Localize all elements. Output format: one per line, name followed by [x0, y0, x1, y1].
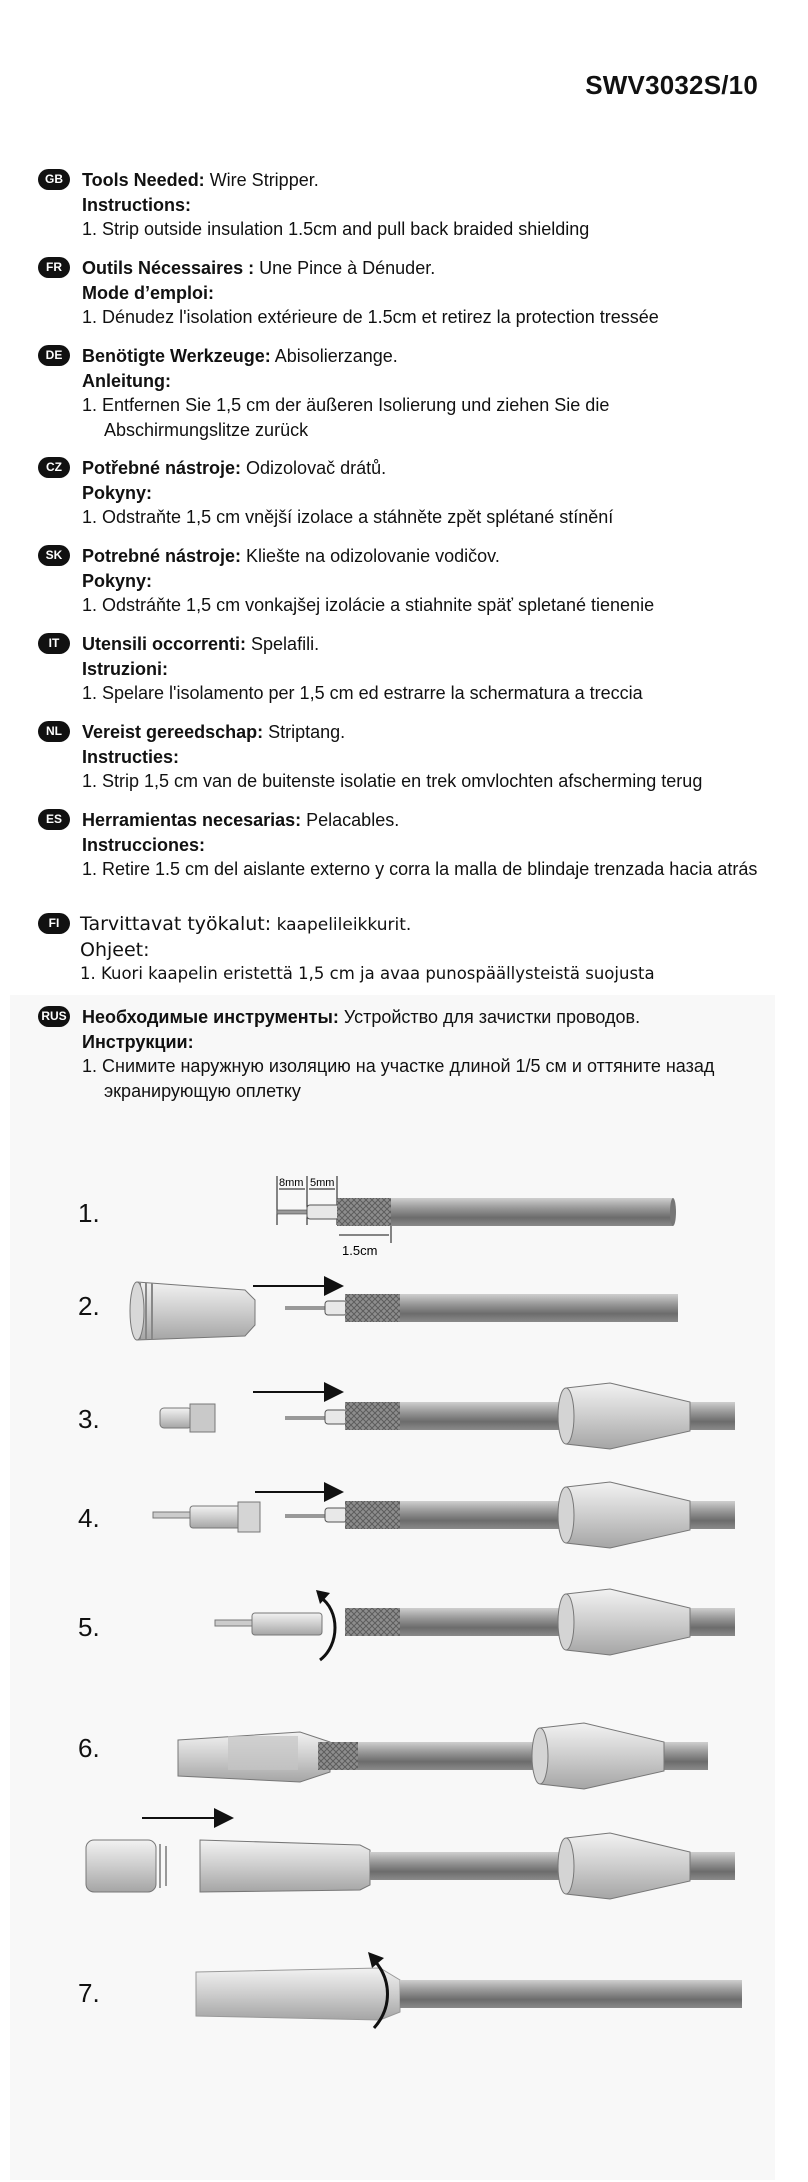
language-badge: DE: [38, 345, 70, 366]
step-number: 3.: [78, 1404, 100, 1434]
tools-value: Pelacables.: [301, 810, 400, 830]
diagram-step-2: [130, 1282, 678, 1340]
tools-label: Herramientas necesarias:: [82, 810, 302, 830]
diagram-step-3: [160, 1383, 735, 1449]
language-badge: GB: [38, 169, 70, 190]
instruction-step: 1. Odstraňte 1,5 cm vnější izolace a stáhněte zpět splétané stínění: [82, 507, 614, 527]
tools-label: Outils Nécessaires :: [82, 258, 255, 278]
tools-value: kaapelileikkurit.: [271, 915, 412, 935]
diagram-step-5: [215, 1589, 735, 1660]
instructions-label: Pokyny:: [82, 570, 153, 591]
instruction-step: 1. Spelare l'isolamento per 1,5 cm ed estrarre la schermatura a treccia: [82, 683, 643, 703]
language-badge: FI: [38, 913, 70, 934]
instruction-step: 1. Kuori kaapelin eristettä 1,5 cm ja avaa punospäällysteistä suojusta: [80, 964, 655, 983]
tools-label: Benötigte Werkzeuge:: [82, 346, 271, 366]
tools-label: Potřebné nástroje:: [82, 458, 242, 478]
tools-label: Tarvittavat työkalut:: [80, 913, 272, 935]
step-number: 4.: [78, 1503, 100, 1533]
language-badge: CZ: [38, 457, 70, 478]
tools-label: Utensili occorrenti:: [82, 634, 247, 654]
language-badge: RUS: [38, 1006, 70, 1027]
step-number: 2.: [78, 1291, 100, 1321]
diagram-step-6: [178, 1723, 708, 1789]
step-number: 7.: [78, 1978, 100, 2008]
instructions-label: Pokyny:: [82, 482, 153, 503]
step-number: 5.: [78, 1612, 100, 1642]
step-number: 1.: [78, 1198, 100, 1228]
tools-value: Striptang.: [263, 722, 346, 742]
tools-value: Kliešte na odizolovanie vodičov.: [241, 546, 500, 566]
instructions-label: Anleitung:: [82, 370, 171, 391]
tools-label: Необходимые инструменты:: [82, 1007, 339, 1027]
language-badge: SK: [38, 545, 70, 566]
diagram-step-1: [277, 1176, 676, 1258]
instruction-step: 1. Odstráňte 1,5 cm vonkajšej izolácie a stiahnite späť spletané tienenie: [82, 595, 655, 615]
instructions-label: Istruzioni:: [82, 658, 168, 679]
instruction-step: 1. Entfernen Sie 1,5 cm der äußeren Isolierung und ziehen Sie die Abschirmungslitze zurück: [82, 395, 610, 440]
instruction-step: 1. Dénudez l'isolation extérieure de 1.5cm et retirez la protection tressée: [82, 307, 659, 327]
instruction-step: 1. Strip 1,5 cm van de buitenste isolatie en trek omvlochten afscherming terug: [82, 771, 703, 791]
tools-label: Vereist gereedschap:: [82, 722, 264, 742]
instruction-step: 1. Strip outside insulation 1.5cm and pull back braided shielding: [82, 219, 590, 239]
instructions-label: Instructies:: [82, 746, 180, 767]
tools-value: Устройство для зачистки проводов.: [338, 1007, 641, 1027]
instructions-label: Instrucciones:: [82, 834, 206, 855]
model-number: SWV3032S/10: [585, 70, 758, 100]
diagram-step-4: [153, 1482, 735, 1548]
tools-value: Wire Stripper.: [204, 170, 319, 190]
language-badge: IT: [38, 633, 70, 654]
tools-value: Spelafili.: [246, 634, 320, 654]
tools-value: Abisolierzange.: [270, 346, 398, 366]
diagram-step-7: [196, 1952, 742, 2028]
instruction-step: 1. Retire 1.5 cm del aislante externo y corra la malla de blindaje trenzada hacia atrás: [82, 859, 758, 879]
tools-label: Potrebné nástroje:: [82, 546, 242, 566]
tools-value: Odizolovač drátů.: [241, 458, 387, 478]
tools-value: Une Pince à Dénuder.: [254, 258, 436, 278]
instructions-label: Ohjeet:: [80, 938, 150, 961]
step-number: 6.: [78, 1733, 100, 1763]
language-badge: FR: [38, 257, 70, 278]
diagram-step-6b: [86, 1818, 735, 1899]
tools-label: Tools Needed:: [82, 170, 205, 190]
instructions-label: Mode d’emploi:: [82, 282, 214, 303]
language-badge: ES: [38, 809, 70, 830]
instructions-label: Instructions:: [82, 194, 192, 215]
instruction-step: 1. Снимите наружную изоляцию на участке длиной 1/5 см и оттяните назад экранирующую оплетку: [82, 1056, 715, 1101]
instructions-label: Инструкции:: [82, 1031, 194, 1052]
dimension-label: 1.5cm: [342, 1243, 378, 1258]
language-badge: NL: [38, 721, 70, 742]
dimension-label: 8mm: [279, 1177, 304, 1189]
dimension-label: 5mm: [310, 1177, 335, 1189]
